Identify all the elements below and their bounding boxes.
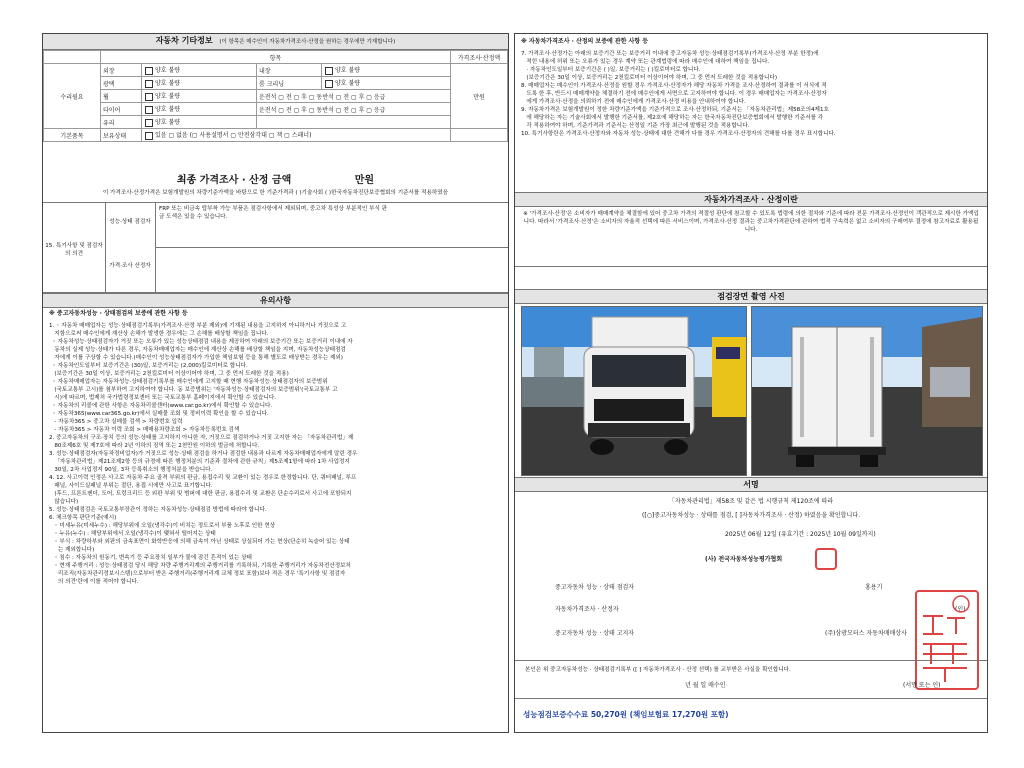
- notifier-name: (주)삼광모터스 자동차매매상사: [825, 630, 907, 637]
- final-price-note: 이 가격조사·산정가격은 보험개발원의 차량기준가액을 바탕으로 한 기준가격과 ( )기술사회 ( )한국자동차진단보증협회의 기준서를 적용하였음: [102, 190, 449, 196]
- notice-line: 시)에 따르며, 법제처 국가법령정보센터 또는 국토교통부 홈페이지에서 확인할 수 있습니다.: [49, 395, 277, 401]
- row-name: 외장: [101, 64, 142, 77]
- notice-line: ◦ 자동차인도일부터 보증기간은 (30)일, 보증거리는 (2,000)킬로미터로 합니다.: [49, 363, 248, 369]
- notice-line: (보증기간은 30일 이상, 보증거리는 2천킬로미터 이상이어야 하며, 그 중 먼저 도래한 것을 적용): [49, 371, 289, 377]
- price-explainer-title: 자동차가격조사 · 산정이란: [515, 193, 987, 207]
- row-name: 운전석 ▢ 전 ▢ 후 ▢ 동반석 ▢ 전 ▢ 후 ▢ 응급: [257, 103, 451, 116]
- row-name: 운전석 ▢ 전 ▢ 후 ▢ 동반석 ▢ 전 ▢ 후 ▢ 응급: [257, 90, 451, 103]
- notice-line: ◦ 자동차매매업자는 자동차성능·상태점검기록부를 매수인에게 고지할 때 현행 자동차성능·상태점검자의 보증범위: [49, 379, 328, 385]
- row-name: 타이어: [101, 103, 142, 116]
- notice-title: 유의사항: [43, 293, 508, 308]
- association-name: (사) 전국자동차성능평가협회: [705, 556, 783, 563]
- notice-line: 80조제6호 및 제7호에 따라 2년 이하의 징역 또는 2천만원 이하의 벌금에 처합니다.: [49, 443, 260, 449]
- company-stamp-icon: [915, 590, 979, 690]
- inspection-record-page: [42, 33, 988, 733]
- basic-items-label: 기본품목: [44, 129, 101, 142]
- notice-line: ◦ 자동차365(www.car365.go.kr)에서 실매물 조회 및 정비이력 확인을 할 수 있습니다.: [49, 411, 269, 417]
- basic-items-options: 있음 ▢ 없음 (▢ 사용설명서 ▢ 안전삼각대 ▢ 잭 ▢ 스패너): [155, 132, 312, 140]
- appraiser-sub-label: 가격·조사 산정자: [109, 263, 151, 269]
- signature-law-line: 「자동차관리법」제58조 및 같은 법 시행규칙 제120조에 따라: [668, 498, 834, 505]
- inspection-photo-rear: [751, 306, 983, 476]
- notice-heading: ※ 중고자동차성능 · 상태점검의 보증에 관한 사항 등: [49, 310, 188, 317]
- notice-line: 6. 체크항목 판단기준(예시): [49, 515, 117, 521]
- notice-list: [49, 322, 504, 586]
- notice-line: - 자동차365 > 자동차 이력 조회 > 매매용차량조회 > 자동차등록번호 검색: [49, 427, 240, 433]
- notice-line: 5. 성능·상태점검은 국토교통부장관이 정하는 자동차성능·상태점검 방법에 따라야 합니다.: [49, 507, 267, 513]
- receipt-date-line: 년 월 일 매수인: [685, 682, 726, 689]
- notice-line: · 자동차인도일부터 보증기간은 ( )일, 보증거리는 ( )킬로미터로 합니다.: [521, 67, 701, 73]
- signature-confirm-line: ([○]중고자동차성능 · 상태를 점검, [ ]자동차가격조사 · 산정) 하였음을 확인합니다.: [642, 512, 860, 519]
- inspector-label: 중고자동차 성능 · 상태 점검자: [555, 584, 635, 591]
- basic-items-name: 보유상태: [101, 129, 142, 142]
- association-seal-icon: [815, 548, 837, 570]
- final-price-row: [43, 171, 508, 186]
- notice-line: (국토교통부 고시)를 첨부하여 고지하여야 합니다. 동 보증범위는 '자동차성능·상태점검자의 보증범위'(국토교통부 고: [49, 387, 338, 393]
- checkbox[interactable]: [145, 67, 153, 75]
- special-notes-text: FRP 또는 비금속 탑부착 가능 부품은 점검사항에서 제외되며, 중고차 특성상 부분적인 부식 판금 도색은 있을 수 있습니다.: [159, 206, 388, 220]
- notice-line: ◦ 현재 주행거리 : 성능·상태점검 당시 해당 차량 주행거리계의 주행거리를 기록하되, 기록한 주행거리가 자동차전산정보처: [49, 563, 351, 569]
- inspector-sub-label: 성능·상태 점검자: [109, 219, 151, 225]
- checkbox[interactable]: [145, 80, 153, 88]
- notice-line: ◦ 미세누유(미세누수) : 해당부위에 오일(냉각수)이 비치는 정도로서 부품 노후로 인한 현상: [49, 523, 276, 529]
- notice-line: 「자동차관리법」제21조제2항 등의 규정에 따른 행정처분의 기준과 절차에 관한 규칙」제5조제1항에 따라 1차 사업정지: [49, 459, 350, 465]
- truck-front-image: [522, 307, 746, 475]
- notice-line: 에게 가격조사·산정을 의뢰하기 전에 매수인에게 가격조사·산정 비용을 안내하여야 합니다.: [521, 99, 746, 105]
- checkbox[interactable]: [325, 67, 333, 75]
- special-sub-labels: [105, 202, 156, 292]
- notice-line: - 자동차365 > 중고차 실매물 검색 > 차량번호 입력: [49, 419, 183, 425]
- checkbox[interactable]: [325, 80, 333, 88]
- price-explainer-text: ※ '가격조사·산정'은 소비자가 매매계약을 체결함에 있어 중고차 가격의 적절성 판단에 참고할 수 있도록 법령에 의한 절차와 기준에 따라 전문 가격조사·산정인이 객관적으로 제시한 가액입니다. 따라서 '가격조사·산정'은 소비자의 자율적 선택에 따른 서비스이며, 가격조사·산정 결과는 중고차가격판단에 관하여 법적 구속력은 없고 소비자의 구매여부 결정에 참고자료로 활용됩니다.: [523, 211, 979, 233]
- notice-line: ◦ 부식 : 차량하부와 외판의 금속표면이 화학반응에 의해 금속이 아닌 상태로 상실되어 가는 현상(단순히 녹슬어 있는 상태: [49, 539, 350, 545]
- final-price-unit: 만원: [354, 175, 375, 186]
- notice-line: 7. 가격조사·산정가는 아래의 보증기간 또는 보증거리 이내에 중고자동차 성능·상태점검기록부(가격조사·산정 부분 한정)에: [521, 51, 819, 57]
- special-notes-label-cell: [43, 202, 106, 292]
- price-guarantee-heading: ※ 자동차가격조사 · 산정의 보증에 관한 사항 등: [521, 38, 649, 45]
- notice-line: 동차의 실제 성능·상태가 다른 경우, 자동차매매업자는 매수인에 재산상 손해를 배상할 책임을 지며, 자동차성능상태점검: [49, 347, 346, 353]
- row-options: 양호 불량: [335, 80, 361, 88]
- other-info-table: [43, 50, 508, 142]
- notice-line: 1. ◦ 자동차 매매업자는 성능·상태점검기록부(가격조사·산정 부분 제외)에 기재된 내용을 고지하지 아니하거나 거짓으로 고: [49, 323, 347, 329]
- right-column: [514, 33, 988, 733]
- checkbox[interactable]: [145, 132, 153, 140]
- notice-line: ◦ 자동차성능·상태점검자가 거짓 또는 오류가 있는 성능상태점검 내용을 제공하여 아래의 보증기간 또는 보증거리 이내에 자: [49, 339, 353, 345]
- notice-line: 는 제외합니다): [49, 547, 95, 553]
- col-price-header: 가격조사·산정액: [451, 51, 508, 64]
- row-options: 양호 불량: [155, 93, 181, 101]
- guarantee-fee: 성능점검보증수수료 50,270원 (책임보험료 17,270원 포함): [523, 710, 729, 719]
- notice-line: (후드, 프론트펜더, 도어, 트렁크리드 등 외판 부위 및 범퍼에 대한 판금, 용접수리 및 교환은 단순수리로서 사고에 포함되지: [49, 491, 352, 497]
- other-info-header: [43, 34, 508, 50]
- row-options: 양호 불량: [155, 67, 181, 75]
- notice-line: 8. 매매업자는 매수인이 가격조사·산정을 원할 경우 가격조사·산정자가 해당 자동차 가격을 조사·산정하여 결과를 이 서식에 적: [521, 83, 827, 89]
- buyer-signature[interactable]: (서명 또는 인): [903, 682, 941, 689]
- notice-line: 패널, 사이드실패널 부위는 절단, 용접 시에만 사고로 표기합니다.: [49, 483, 213, 489]
- notice-line: 지함으로써 매수인에게 재산상 손해가 발생한 경우에는 그 손해를 배상할 책임을 집니다.: [49, 331, 269, 337]
- notice-line: 2. 중고자동차의 구조·장치 등의 성능·상태를 고지하지 아니한 자, 거짓으로 점검하거나 거짓 고지한 자는 「자동차관리법」제: [49, 435, 354, 441]
- notice-line: 자에게 이를 구상할 수 있습니다.(매수인이 성능상태점검자가 가입한 책임보험 등을 통해 별도로 배상받는 경우는 제외): [49, 355, 343, 361]
- row-options: 양호 불량: [155, 106, 181, 114]
- signature-title: 서명: [515, 478, 987, 492]
- truck-rear-image: [752, 307, 982, 475]
- other-info-note: (이 항목은 매수인이 자동차가격조사·산정을 원하는 경우에만 기재합니다): [219, 39, 396, 45]
- row-name: 룸 크리닝: [257, 77, 322, 90]
- notice-line: 리조직(자동차관리정보시스템)으로부터 받은 주행거리(주행거리계 교체 정보 포함)보다 적은 경우 '특기사항 및 점검자: [49, 571, 346, 577]
- notice-line: 10. 특기사항란은 가격조사·산정자와 자동차 성능·상태에 대한 견해가 다를 경우 가격조사·산정자의 견해를 다를 경우 표시합니다.: [521, 131, 836, 137]
- notice-line: 의 의견'란에 이를 적어야 합니다.: [49, 579, 139, 585]
- notice-line: 않습니다): [49, 499, 79, 505]
- other-info-title: 자동차 기타정보: [155, 36, 213, 45]
- price-unit: 만원: [451, 64, 508, 129]
- notice-line: 각 적용하여야 하며, 기준가격과 기준서는 산정일 기준 가장 최근에 발행된 것을 적용합니다.: [521, 123, 750, 129]
- appraiser-label: 자동차가격조사 · 산정자: [555, 606, 619, 613]
- row-options: 양호 불량: [335, 67, 361, 75]
- checkbox[interactable]: [145, 119, 153, 127]
- notice-line: 에 해당하는 자는 기술사회에서 발행한 기준서를, 제2호에 해당하는 자는 한국자동차진단보증협회에서 발행한 기준서를 각: [521, 115, 824, 121]
- row-name: 광택: [101, 77, 142, 90]
- notice-line: ◦ 침수 : 자동차의 원동기, 변속기 등 주요장치 일부가 물에 잠긴 흔적이 있는 상태: [49, 555, 252, 561]
- receipt-statement: 본인은 위 중고자동차성능 · 상태점검기록부 ([ ] 자동차가격조사 · 산정 선택) 를 교부받은 사실을 확인합니다.: [525, 667, 791, 673]
- left-column: [42, 33, 509, 733]
- col-item-header: 항목: [101, 51, 451, 64]
- checkbox[interactable]: [145, 106, 153, 114]
- photo-section-title: 점검장면 촬영 사진: [515, 289, 987, 304]
- signature-date: 2025년 06월 12일 (유효기간 : 2025년 10월 09일까지): [725, 531, 876, 538]
- row-name: 내장: [257, 64, 322, 77]
- notice-line: 도록 한 후, 반드시 매매계약을 체결하기 전에 매수인에게 서면으로 고지하여야 합니다. 이 경우 매매업자는 가격조사·산정자: [521, 91, 827, 97]
- notice-line: ◦ 누유(누수) : 해당부위에서 오일(냉각수)이 맺혀서 떨어지는 상태: [49, 531, 216, 537]
- repair-needed-label: 수리필요: [44, 64, 101, 129]
- price-guarantee-list: [521, 50, 983, 138]
- notice-line: ◦ 자동차의 리콜에 관한 사항은 자동차리콜센터(www.car.go.kr)에서 확인할 수 있습니다.: [49, 403, 273, 409]
- notice-line: 3. 성능·상태점검자(자동차정비업자)가 거짓으로 성능·상태 점검을 하거나 점검한 내용과 다르게 자동차매매업자에게 알린 경우: [49, 451, 358, 457]
- special-notes-label: 15. 특기사항 및 점검자의 의견: [45, 243, 103, 257]
- notifier-label: 중고자동차 성능 · 상태 고지자: [555, 630, 635, 637]
- checkbox[interactable]: [145, 93, 153, 101]
- notice-line: 적힌 내용에 허위 또는 오류가 있는 경우 계약 또는 관계법령에 따라 매수인에 대하여 책임을 집니다.: [521, 59, 770, 65]
- row-name: 유리: [101, 116, 142, 129]
- notice-line: (보증기간은 30일 이상, 보증거리는 2천킬로미터 이상이어야 하며, 그 중 먼저 도래한 것을 적용합니다): [521, 75, 778, 81]
- notice-line: 4. 12. 사고이력 인정은 사고로 자동차 주요 골격 부위의 판금, 용접수리 및 교환이 있는 경우로 한정합니다. 단, 쿼터패널, 루프: [49, 475, 357, 481]
- seal-mark: (인): [955, 606, 966, 613]
- inspection-photo-front: [521, 306, 747, 476]
- notice-line: 9. 자동차가격은 보험개발원이 정한 차량기준가액을 기준가격으로 조사·산정하되, 기준서는 「자동차관리법」제58조의4제1호: [521, 107, 829, 113]
- row-options: 양호 불량: [155, 80, 181, 88]
- final-price-title: 최종 가격조사 · 산정 금액: [176, 175, 292, 186]
- row-options: 양호 불량: [155, 119, 181, 127]
- inspector-name: 홍용기: [865, 584, 883, 591]
- row-name: 휠: [101, 90, 142, 103]
- notice-line: 30일, 2차 사업정지 90일, 3차 등록취소의 행정처분을 받습니다.: [49, 467, 213, 473]
